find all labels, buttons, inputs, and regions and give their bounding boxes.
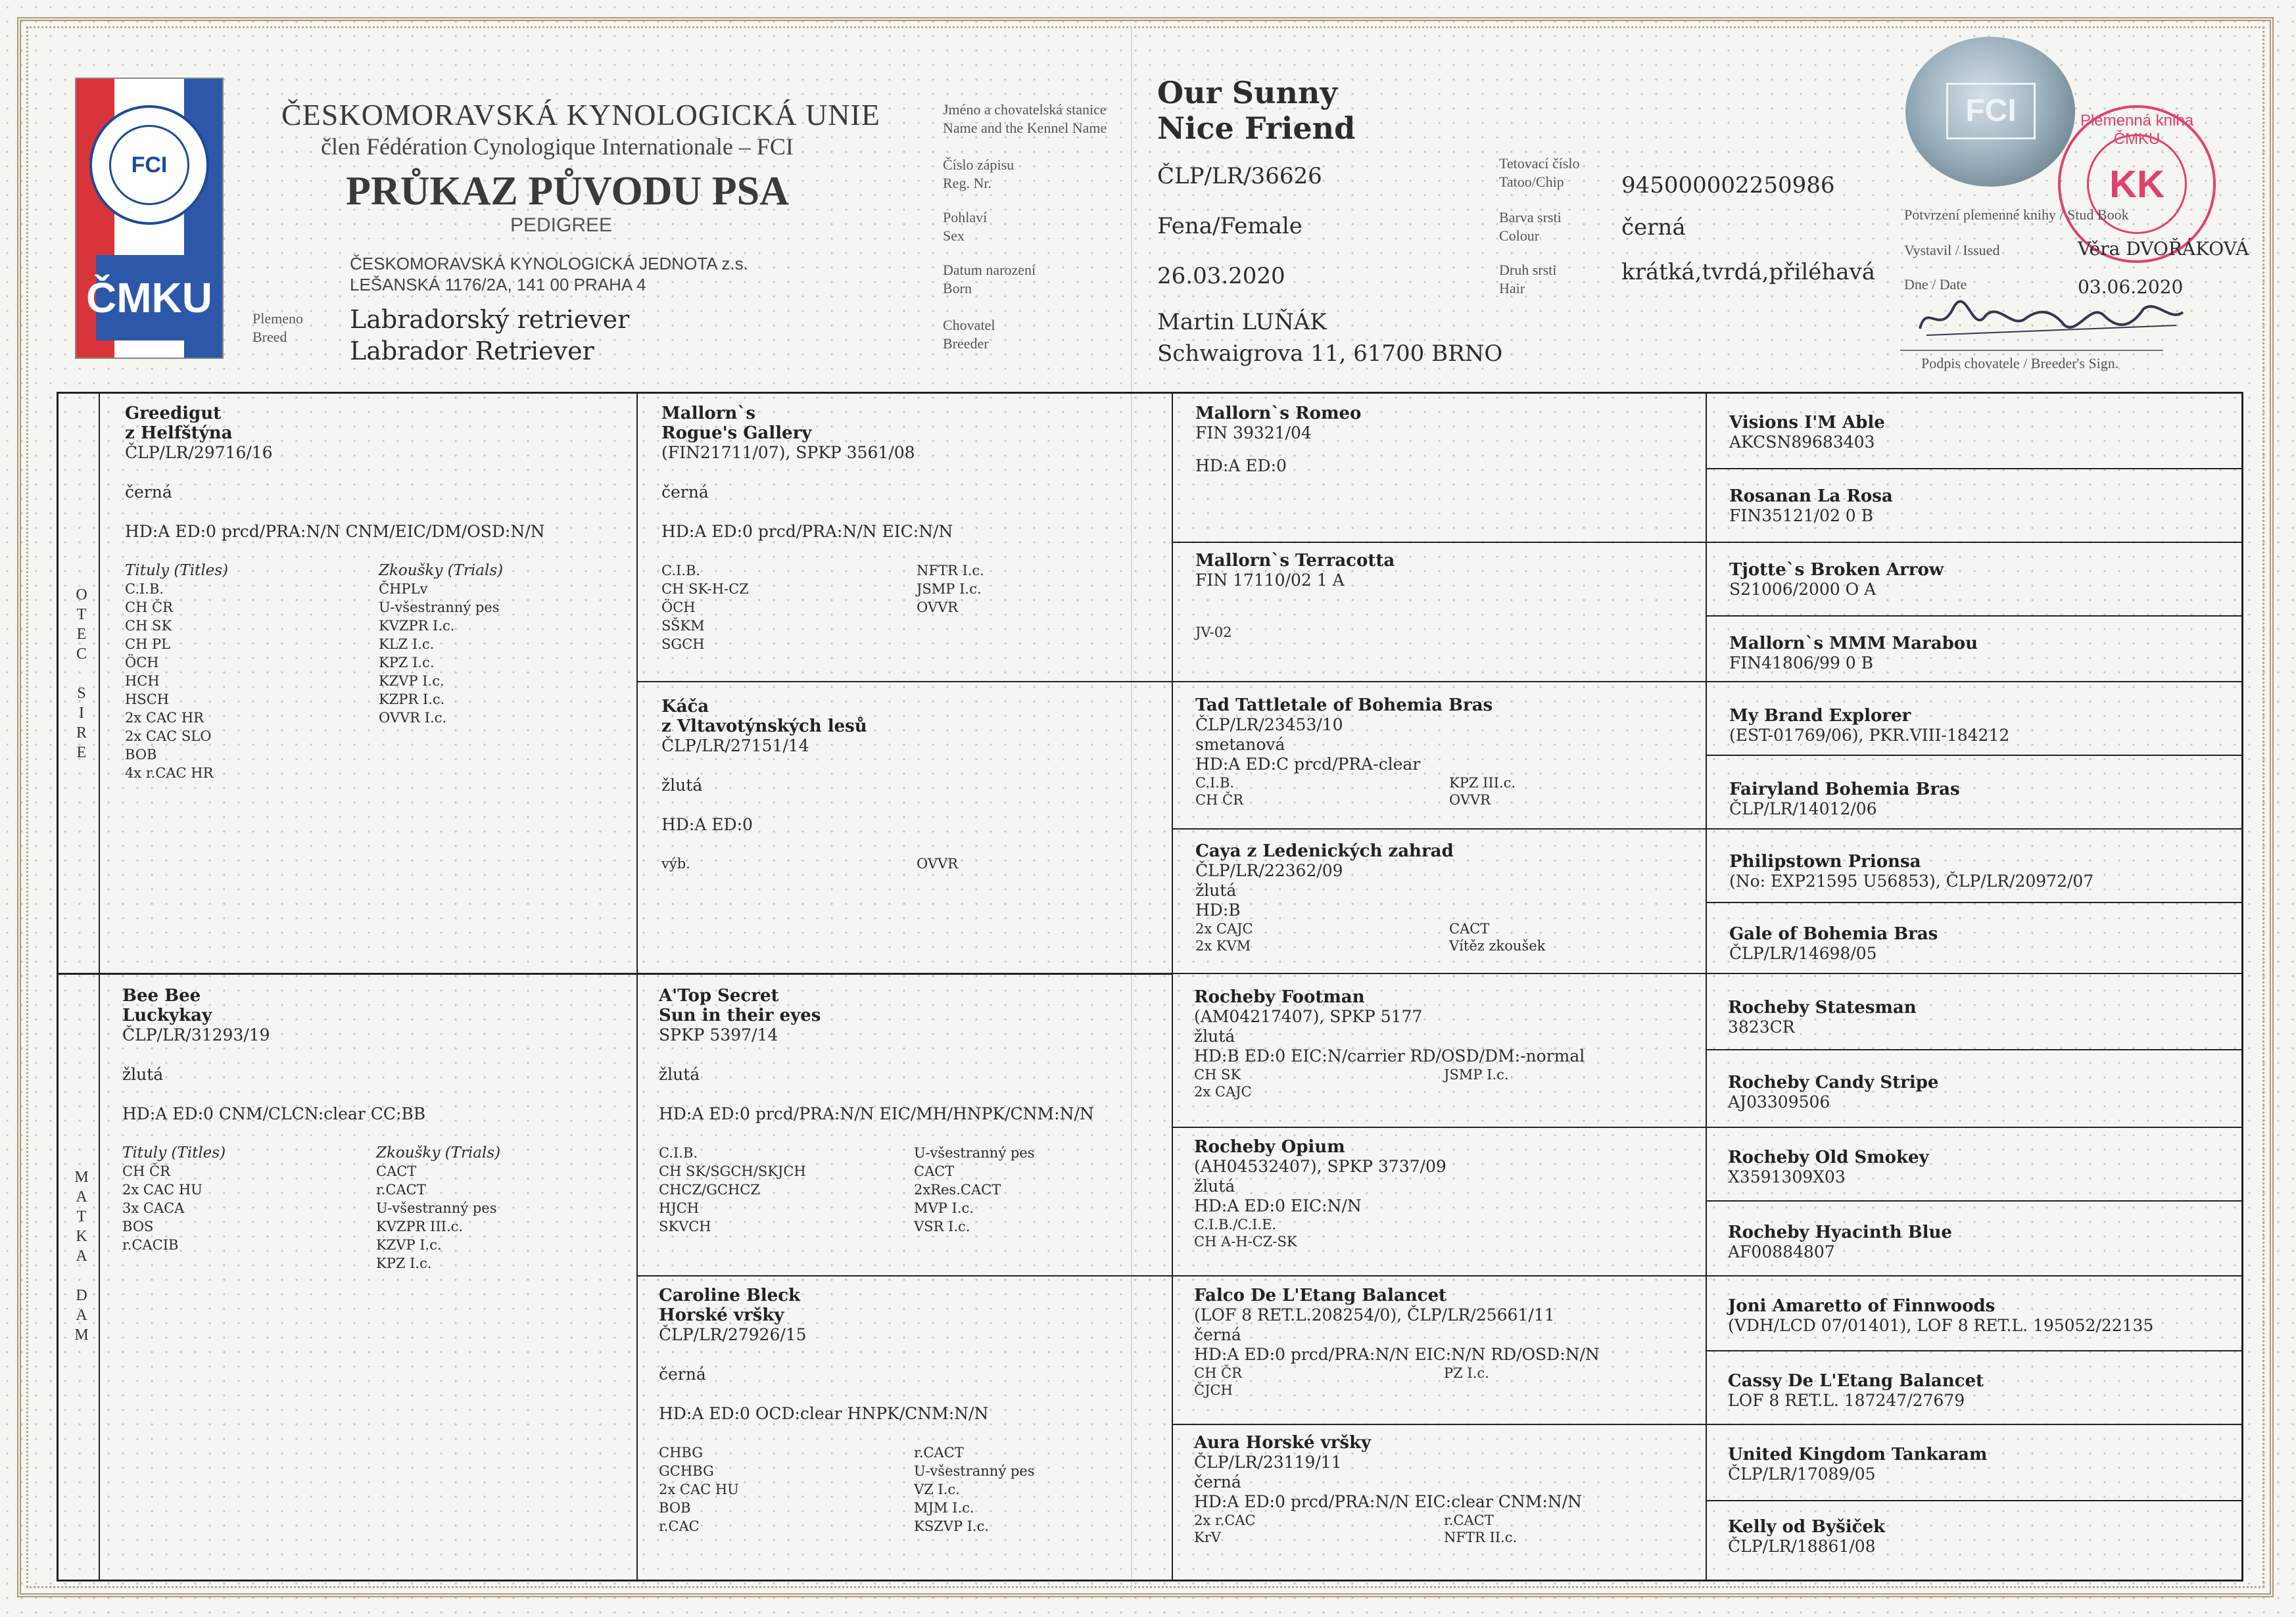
fci-emblem xyxy=(89,105,209,225)
divider xyxy=(1706,1500,2243,1501)
gen3-cell-3: Tad Tattletale of Bohemia Bras ČLP/LR/23453/10 smetanová HD:A ED:C prcd/PRA-clear C.I.B. CH ČR KPZ III.c. OVVR xyxy=(1195,695,1516,808)
sire-reg: ČLP/LR/29716/16 xyxy=(125,443,273,462)
gen4-cell-16: Kelly od Byšiček ČLP/LR/18861/08 xyxy=(1728,1517,1886,1556)
fci-cmku-logo xyxy=(75,78,224,359)
divider xyxy=(1706,755,2243,756)
divider xyxy=(99,392,100,1582)
sire-colour: černá xyxy=(125,482,172,502)
cmku-emblem: ČMKU xyxy=(96,255,203,340)
fci-emblem-text: FCI xyxy=(109,125,189,205)
issued-value: Věra DVOŘÁKOVÁ xyxy=(2078,238,2249,260)
born-label-en: Born xyxy=(943,280,972,296)
breeder-signature xyxy=(1913,289,2189,346)
studbook-label: Potvrzení plemenné knihy / Stud Book xyxy=(1904,206,2129,223)
stamp-center-text: KK xyxy=(2087,134,2187,234)
dam-name2: Luckykay xyxy=(122,1006,212,1025)
divider xyxy=(1706,615,2243,617)
gen4-cell-10: Rocheby Candy Stripe AJ03309506 xyxy=(1728,1073,1939,1112)
sire-name2: z Helfštýna xyxy=(125,423,233,443)
dam-trials: Zkoušky (Trials) CACT r.CACT U-všestranný pes KVZPR III.c. KZVP I.c. KPZ I.c. xyxy=(376,1144,501,1271)
hair-value: krátká,tvrdá,přiléhavá xyxy=(1621,259,1875,285)
dog-name-line1: Our Sunny xyxy=(1157,75,1338,110)
divider xyxy=(1172,1424,2243,1425)
divider xyxy=(1706,1049,2243,1050)
divider xyxy=(636,392,638,1582)
gen4-cell-1: Visions I'M Able AKCSN89683403 xyxy=(1729,413,1885,452)
hair-label-en: Hair xyxy=(1499,280,1525,296)
breeder-name: Martin LUŇÁK xyxy=(1157,309,1327,335)
breed-label-cz: Plemeno xyxy=(252,310,303,327)
sire-titles: Tituly (Titles) C.I.B. CH ČR CH SK CH PL ÖCH HCH HSCH 2x CAC HR 2x CAC SLO BOB 4x r.CAC HR xyxy=(125,562,229,781)
reg-value: ČLP/LR/36626 xyxy=(1157,163,1322,189)
hair-label-cz: Druh srsti xyxy=(1499,262,1557,278)
dam-cell xyxy=(122,986,500,1273)
sex-label-en: Sex xyxy=(943,227,965,244)
sex-label-cz: Pohlaví xyxy=(943,209,988,225)
gen3-cell-2: Mallorn`s Terracotta FIN 17110/02 1 A JV-02 xyxy=(1195,551,1395,640)
signature-line xyxy=(1900,350,2163,351)
grandparent-sd: Káča z Vltavotýnských lesů ČLP/LR/27151/14 žlutá HD:A ED:0 výb. OVVR xyxy=(661,697,958,872)
dam-colour: žlutá xyxy=(122,1065,164,1084)
dam-reg: ČLP/LR/31293/19 xyxy=(122,1025,270,1044)
gen4-cell-7: Philipstown Prionsa (No: EXP21595 U56853), ČLP/LR/20972/07 xyxy=(1729,852,2094,891)
born-value: 26.03.2020 xyxy=(1157,263,1285,289)
gen3-cell-4: Caya z Ledenických zahrad ČLP/LR/22362/09 žlutá HD:B 2x CAJC 2x KVM CACT Vítěz zkoušek xyxy=(1195,841,1546,954)
gen3-cell-6: Rocheby Opium (AH04532407), SPKP 3737/09 žlutá HD:A ED:0 EIC:N/N C.I.B./C.I.E. CH A-H-CZ-SK xyxy=(1194,1137,1447,1250)
breeder-label-cz: Chovatel xyxy=(943,317,995,333)
gen3-cell-8: Aura Horské vršky ČLP/LR/23119/11 černá HD:A ED:0 prcd/PRA:N/N EIC:clear CNM:N/N 2x r.CAC KrV r.CACT NFTR II.c. xyxy=(1194,1433,1582,1545)
colour-label-en: Colour xyxy=(1499,227,1540,244)
name-label-cz: Jméno a chovatelská stanice xyxy=(943,101,1107,118)
dam-health: HD:A ED:0 CNM/CLCN:clear CC:BB xyxy=(122,1104,426,1123)
divider xyxy=(1172,392,1173,1582)
born-label-cz: Datum narození xyxy=(943,262,1036,278)
gen4-cell-9: Rocheby Statesman 3823CR xyxy=(1728,998,1917,1037)
sire-side-label: O T E C S I R E xyxy=(76,586,87,761)
hologram-text: FCI xyxy=(1946,83,2036,139)
divider xyxy=(1172,1127,2243,1128)
gen4-cell-8: Gale of Bohemia Bras ČLP/LR/14698/05 xyxy=(1729,924,1938,963)
org2-name: ČESKOMORAVSKÁ KYNOLOGICKÁ JEDNOTA z.s. xyxy=(350,254,748,273)
colour-value: černá xyxy=(1621,214,1686,241)
divider xyxy=(636,973,2243,974)
gen4-cell-2: Rosanan La Rosa FIN35121/02 0 B xyxy=(1729,486,1893,525)
sire-cell xyxy=(125,404,545,782)
document-title: PRŮKAZ PŮVODU PSA xyxy=(346,169,789,214)
divider xyxy=(1172,828,2243,830)
breed-label-en: Breed xyxy=(252,329,287,345)
grandparent-ds: A'Top Secret Sun in their eyes SPKP 5397/14 žlutá HD:A ED:0 prcd/PRA:N/N EIC/MH/HNPK/CNM:N/N C.I.B. CH SK/SGCH/SKJCH CHCZ/GCHCZ HJCH SKVCH U-všestranný pes CACT 2xRes.CACT MVP I.c. VSR I.c. xyxy=(659,986,1094,1234)
gen4-cell-14: Cassy De L'Etang Balancet LOF 8 RET.L. 187247/27679 xyxy=(1728,1371,1984,1410)
gen3-cell-1: Mallorn`s Romeo FIN 39321/04 HD:A ED:0 xyxy=(1195,404,1362,475)
colour-label-cz: Barva srsti xyxy=(1499,209,1562,225)
stamp-ring-text: Plemenná kniha ČMKU xyxy=(2080,112,2194,148)
divider xyxy=(1706,1350,2243,1351)
gen4-cell-3: Tjotte`s Broken Arrow S21006/2000 O A xyxy=(1729,560,1944,599)
dam-titles: Tituly (Titles) CH ČR 2x CAC HU 3x CACA BOS r.CACIB xyxy=(122,1144,226,1253)
grandparent-dd: Caroline Bleck Horské vršky ČLP/LR/27926/15 černá HD:A ED:0 OCD:clear HNPK/CNM:N/N CHBG GCHBG 2x CAC HU BOB r.CAC r.CACT U-všestranný pes VZ I.c. MJM I.c. KSZVP I.c. xyxy=(659,1286,1035,1534)
divider xyxy=(1706,1200,2243,1202)
issued-label: Vystavil / Issued xyxy=(1904,242,2000,258)
divider xyxy=(1172,542,2243,543)
reg-label-en: Reg. Nr. xyxy=(943,175,992,191)
name-label-en: Name and the Kennel Name xyxy=(943,120,1107,136)
gen4-cell-5: My Brand Explorer (EST-01769/06), PKR.VIII-184212 xyxy=(1729,706,2010,745)
gen4-cell-11: Rocheby Old Smokey X3591309X03 xyxy=(1728,1148,1929,1186)
sire-name1: Greedigut xyxy=(125,404,222,423)
sex-value: Fena/Female xyxy=(1157,213,1303,239)
sire-trials: Zkoušky (Trials) ČHPLv U-všestranný pes KVZPR I.c. KLZ I.c. KPZ I.c. KZVP I.c. KZPR I.c. OVVR I.c. xyxy=(379,562,504,726)
gen4-cell-15: United Kingdom Tankaram ČLP/LR/17089/05 xyxy=(1728,1445,1988,1484)
divider xyxy=(1706,902,2243,903)
divider xyxy=(636,681,2243,682)
gen4-cell-4: Mallorn`s MMM Marabou FIN41806/99 0 B xyxy=(1729,634,1978,672)
divider xyxy=(636,1275,2243,1277)
gen3-cell-7: Falco De L'Etang Balancet (LOF 8 RET.L.208254/0), ČLP/LR/25661/11 černá HD:A ED:0 prcd/PRA:N/N EIC:N/N RD/OSD:N/N CH ČR ČJCH PZ I.c. xyxy=(1194,1286,1600,1398)
divider xyxy=(1706,392,1707,1582)
tattoo-label-en: Tatoo/Chip xyxy=(1499,174,1564,190)
gen4-cell-13: Joni Amaretto of Finnwoods (VDH/LCD 07/01401), LOF 8 RET.L. 195052/22135 xyxy=(1728,1296,2154,1335)
org2-address: LEŠANSKÁ 1176/2A, 141 00 PRAHA 4 xyxy=(350,275,646,294)
org-name: ČESKOMORAVSKÁ KYNOLOGICKÁ UNIE xyxy=(281,98,880,131)
tattoo-label-cz: Tetovací číslo xyxy=(1499,155,1580,172)
gen4-cell-12: Rocheby Hyacinth Blue AF00884807 xyxy=(1728,1223,1952,1261)
grandparent-ss: Mallorn`s Rogue's Gallery (FIN21711/07), SPKP 3561/08 černá HD:A ED:0 prcd/PRA:N/N EIC:N/N C.I.B. CH SK-H-CZ ÖCH SŠKM SGCH NFTR I.c. JSMP I.c. OVVR xyxy=(661,404,984,652)
gen3-cell-5: Rocheby Footman (AM04217407), SPKP 5177 žlutá HD:B ED:0 EIC:N/carrier RD/OSD/DM:-normal CH SK 2x CAJC JSMP I.c. xyxy=(1194,987,1585,1100)
sire-health: HD:A ED:0 prcd/PRA:N/N CNM/EIC/DM/OSD:N/N xyxy=(125,522,545,541)
divider xyxy=(1706,468,2243,469)
breed-value-cz: Labradorský retriever xyxy=(350,305,630,334)
dam-name1: Bee Bee xyxy=(122,986,201,1006)
reg-label-cz: Číslo zápisu xyxy=(943,156,1015,173)
date-value: 03.06.2020 xyxy=(2078,276,2184,298)
dog-name-line2: Nice Friend xyxy=(1157,110,1356,146)
org-member: člen Fédération Cynologique Internationale – FCI xyxy=(321,133,794,160)
hologram-seal xyxy=(1905,37,2075,187)
signature-label: Podpis chovatele / Breeder's Sign. xyxy=(1921,355,2119,371)
breed-value-en: Labrador Retriever xyxy=(350,337,594,365)
breeder-address: Schwaigrova 11, 61700 BRNO xyxy=(1157,340,1503,367)
tattoo-value: 945000002250986 xyxy=(1621,172,1835,199)
date-label: Dne / Date xyxy=(1904,276,1967,293)
dam-side-label: M A T K A D A M xyxy=(74,1169,89,1344)
document-subtitle: PEDIGREE xyxy=(510,214,613,236)
gen4-cell-6: Fairyland Bohemia Bras ČLP/LR/14012/06 xyxy=(1729,780,1960,818)
breeder-label-en: Breeder xyxy=(943,335,989,352)
